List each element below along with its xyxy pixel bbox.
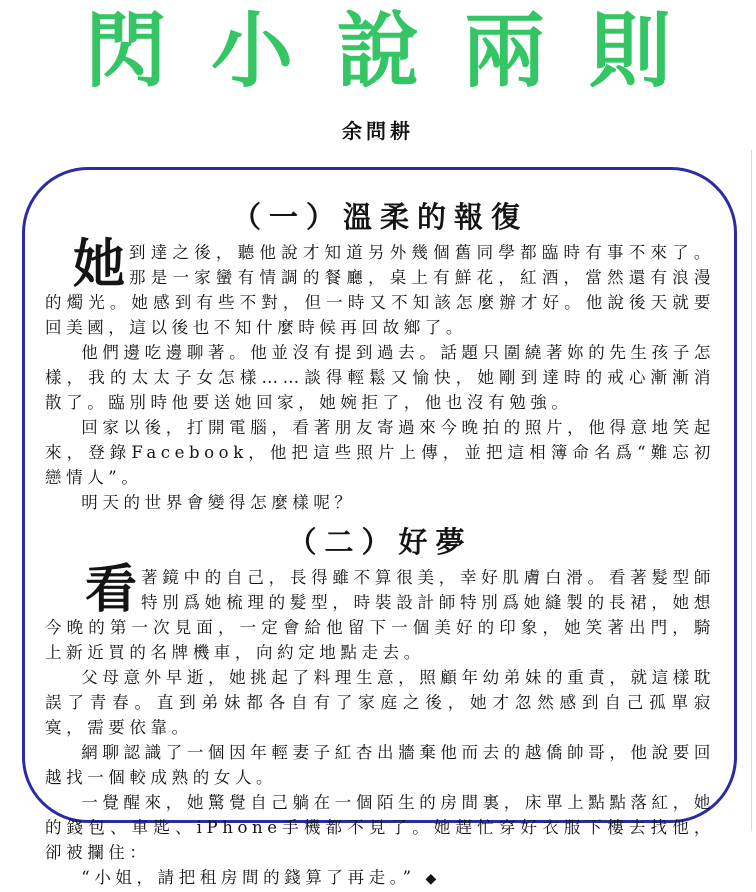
story-paragraph: 他們邊吃邊聊著。他並沒有提到過去。話題只圍繞著妳的先生孩子怎樣，我的太太子女怎樣……談得輕鬆又愉快，她剛到達時的戒心漸漸消散了。臨別時他要送她回家，她婉拒了，他也沒有勉強。 [45,343,715,412]
page-edge-divider [751,150,752,831]
story-paragraph [45,234,715,340]
story-paragraph [45,865,715,892]
story-paragraph: 明天的世界會變得怎麼樣呢？ [81,493,356,512]
story-paragraph [45,559,715,665]
section-heading-1: （一）溫柔的報復 [231,200,528,234]
paragraph-text: 著鏡中的自己，長得雖不算很美，幸好肌膚白滑。看著髮型師特別爲她梳理的髮型，時裝設計師特別爲她縫製的長裙，她想今晚的第一次見面，一定會給他留下一個美好的印象，她笑著出門，騎上新近買的名牌機車，向約定地點走去。 [45,568,715,662]
story-paragraph: 網聊認識了一個因年輕妻子紅杏出牆棄他而去的越僑帥哥，他說要回越找一個較成熟的女人。 [45,743,715,787]
story-paragraph: 父母意外早逝，她挑起了料理生意，照顧年幼弟妹的重責，就這樣耽誤了青春。直到弟妹都各自有了家庭之後，她才忽然感到自己孤單寂寞，需要依靠。 [45,668,715,737]
page-title: 閃小說兩則 [84,4,715,99]
drop-cap: 看 [85,559,138,620]
paragraph-text: 到達之後，聽他說才知道另外幾個舊同學都臨時有事不來了。那是一家蠻有情調的餐廳，桌上有鮮花，紅酒，當然還有浪漫的燭光。她感到有些不對，但一時又不知該怎麼辦才好。他說後天就要回美國，這以後也不知什麼時候再回故鄉了。 [45,243,715,337]
paragraph-text: “小姐，請把租房間的錢算了再走。” [81,868,416,887]
drop-cap: 她 [73,234,126,295]
story-paragraph: 回家以後，打開電腦，看著朋友寄過來今晚拍的照片，他得意地笑起來，登錄Facebook，他把這些照片上傳，並把這相簿命名爲“難忘初戀情人”。 [45,418,715,487]
section-heading-2: （二）好夢 [287,525,473,559]
end-diamond-icon: ◆ [425,871,437,887]
story-content [45,196,715,892]
author-name: 余問耕 [342,119,414,143]
story-section-1 [45,196,715,515]
story-paragraph: 一覺醒來，她驚覺自己躺在一個陌生的房間裏，床單上點點落紅，她的錢包、車匙、iPhone手機都不見了。她趕忙穿好衣服下樓去找他，卻被攔住： [45,793,715,862]
story-section-2 [45,521,715,892]
